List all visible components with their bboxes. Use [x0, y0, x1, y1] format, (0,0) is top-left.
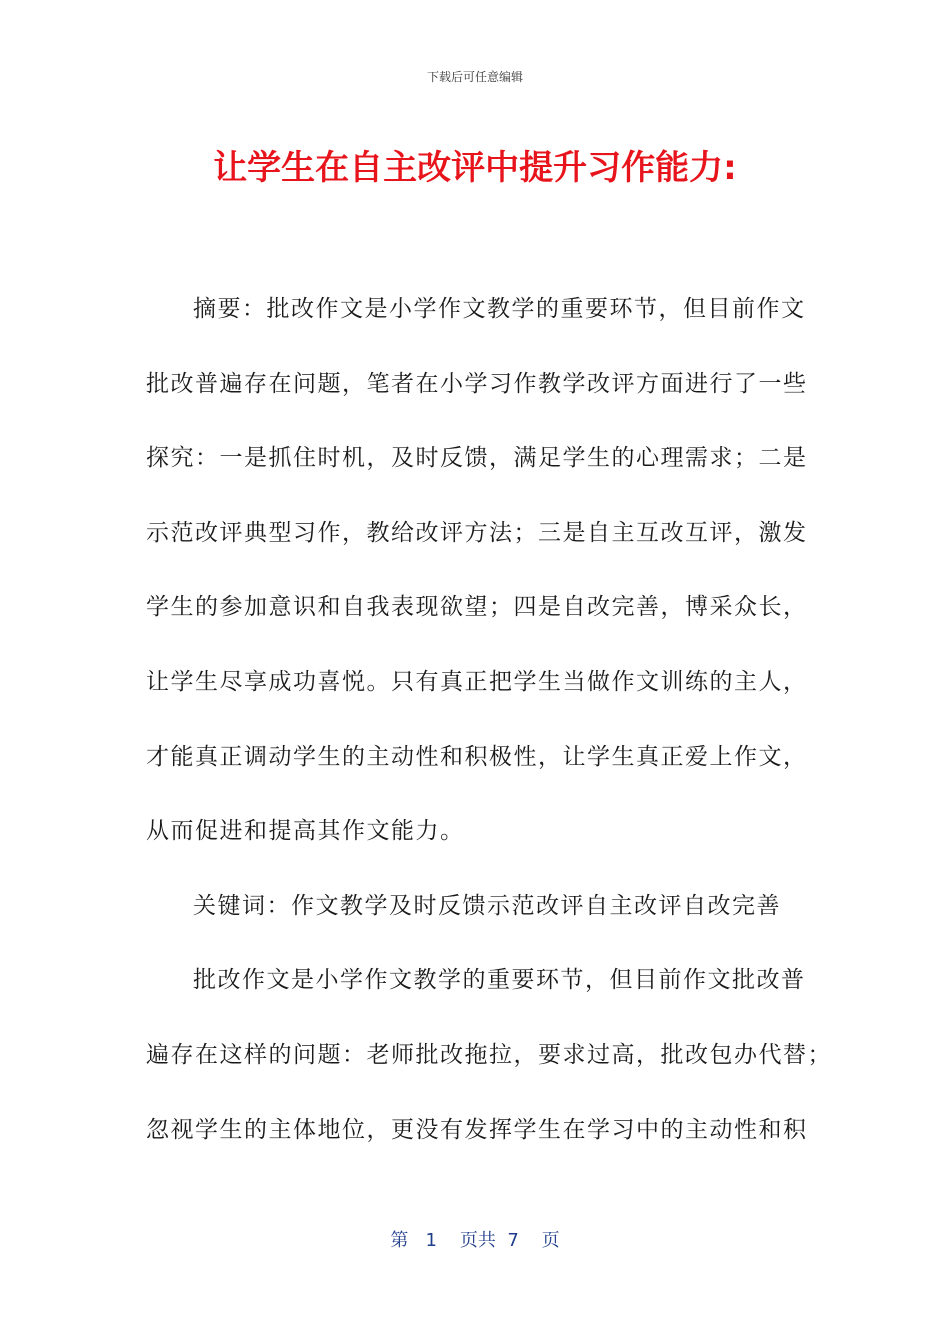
abstract-line: 才能真正调动学生的主动性和积极性，让学生真正爱上作文，: [146, 743, 808, 770]
footer-page-suffix: 页: [541, 1230, 560, 1251]
document-body: [146, 272, 832, 1167]
page-footer: [0, 1226, 950, 1252]
abstract-line: 学生的参加意识和自我表现欲望；四是自改完善，博采众长，: [146, 594, 808, 621]
paragraph-line: 遍存在这样的问题：老师批改拖拉，要求过高，批改包办代替；: [146, 1041, 832, 1068]
paragraph-line: 忽视学生的主体地位，更没有发挥学生在学习中的主动性和积: [146, 1116, 808, 1143]
footer-page-number: 1: [425, 1230, 437, 1251]
abstract-line: 摘要：批改作文是小学作文教学的重要环节，但目前作文: [193, 296, 806, 322]
abstract-line: 示范改评典型习作，教给改评方法；三是自主互改互评，激发: [146, 519, 808, 546]
abstract-line: 批改普遍存在问题，笔者在小学习作教学改评方面进行了一些: [146, 370, 808, 397]
header-note: 下载后可任意编辑: [426, 70, 523, 84]
footer-page-total: 7: [507, 1230, 519, 1251]
keywords-line: 关键词：作文教学及时反馈示范改评自主改评自改完善: [193, 892, 781, 919]
abstract-line: 从而促进和提高其作文能力。: [146, 818, 465, 845]
abstract-line: 让学生尽享成功喜悦。只有真正把学生当做作文训练的主人，: [146, 668, 808, 695]
document-title: 让学生在自主改评中提升习作能力:: [213, 148, 737, 188]
paragraph-line: 批改作文是小学作文教学的重要环节，但目前作文批改普: [193, 967, 806, 994]
footer-page-mid: 页共: [459, 1230, 496, 1251]
abstract-line: 探究：一是抓住时机，及时反馈，满足学生的心理需求；二是: [146, 445, 808, 472]
footer-page-prefix: 第: [390, 1230, 409, 1251]
